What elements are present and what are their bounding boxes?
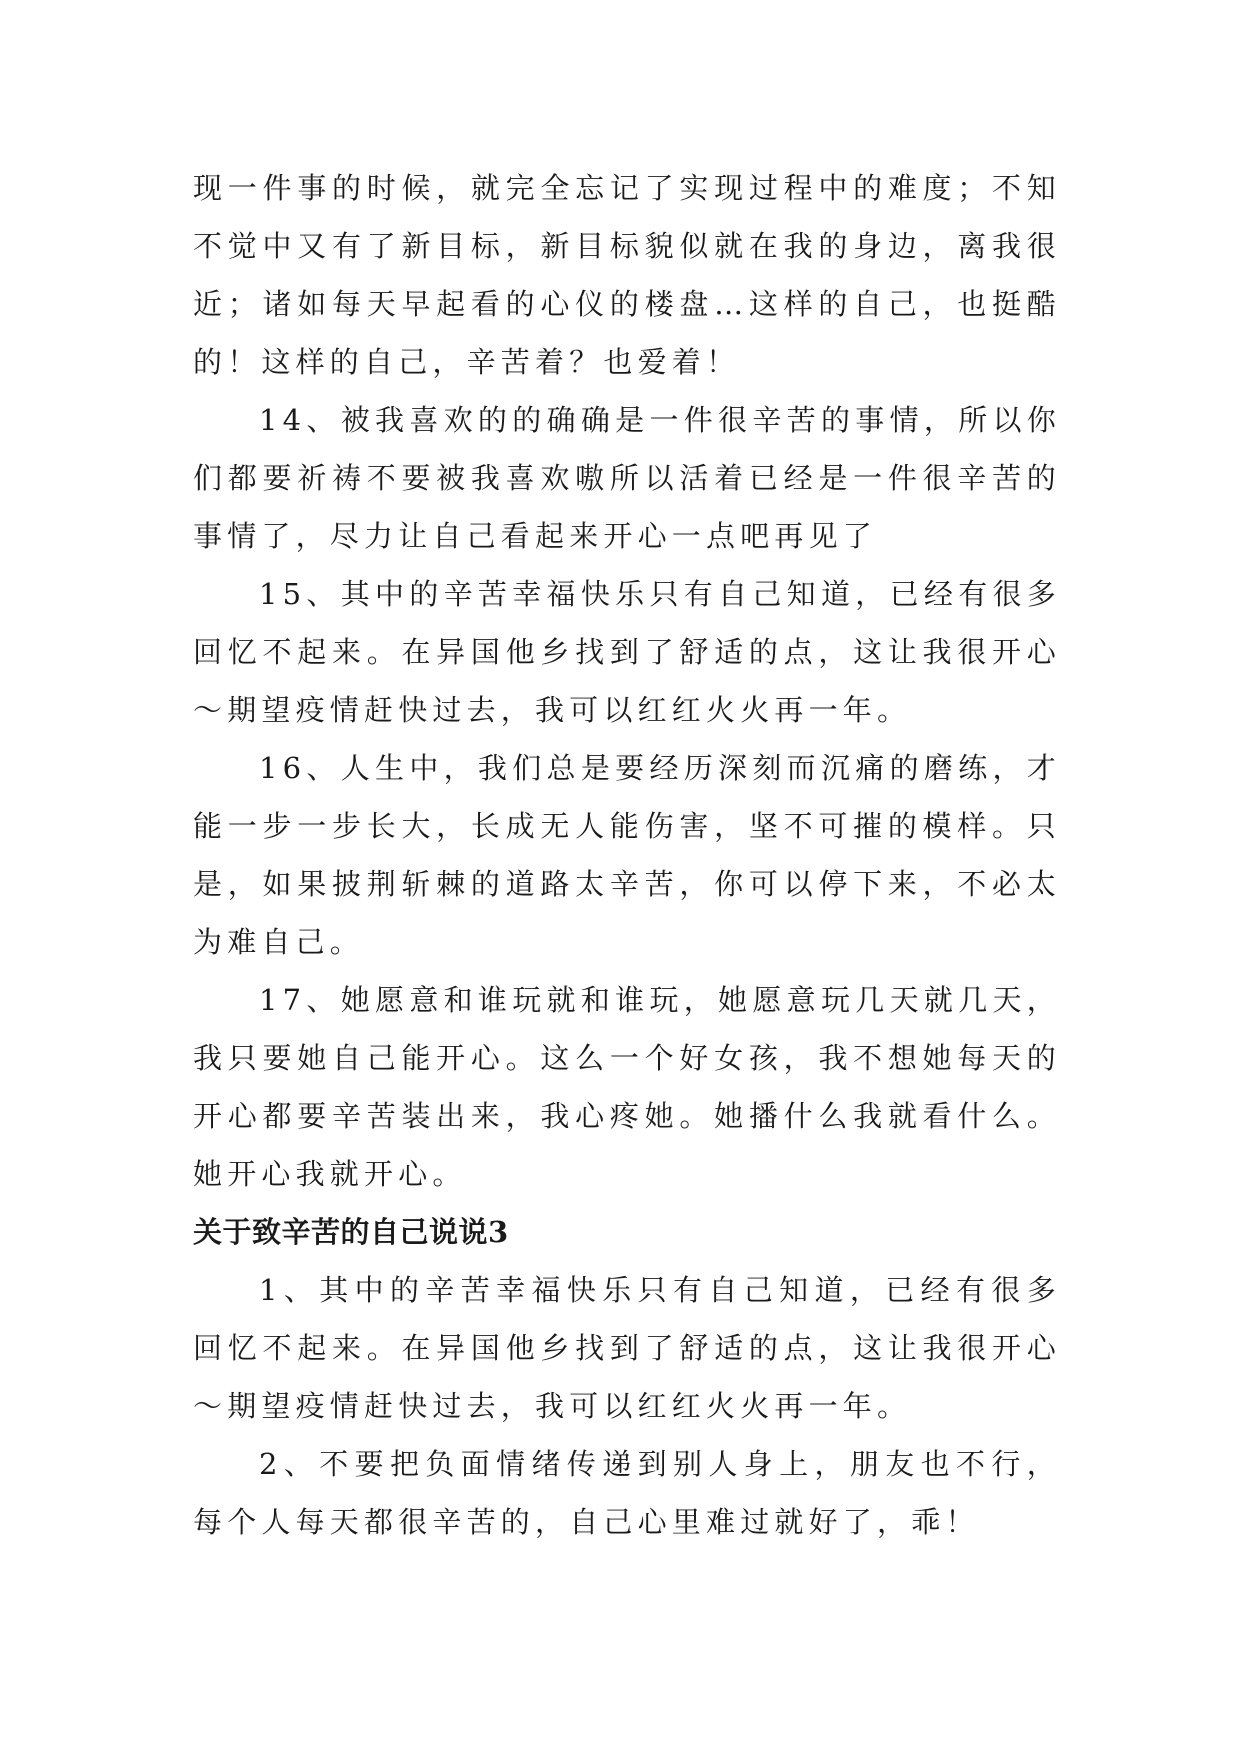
paragraph-15: 15、其中的辛苦幸福快乐只有自己知道，已经有很多回忆不起来。在异国他乡找到了舒适的点，这让我很开心～期望疫情赶快过去，我可以红红火火再一年。	[193, 577, 1061, 727]
section-paragraph-1: 1、其中的辛苦幸福快乐只有自己知道，已经有很多回忆不起来。在异国他乡找到了舒适的点，这让我很开心～期望疫情赶快过去，我可以红红火火再一年。	[193, 1273, 1061, 1423]
paragraph-continued: 现一件事的时候，就完全忘记了实现过程中的难度；不知不觉中又有了新目标，新目标貌似就在我的身边，离我很近；诸如每天早起看的心仪的楼盘…这样的自己，也挺酷的！这样的自己，辛苦着？也爱着！	[193, 171, 1061, 379]
paragraph-17: 17、她愿意和谁玩就和谁玩，她愿意玩几天就几天，我只要她自己能开心。这么一个好女孩，我不想她每天的开心都要辛苦装出来，我心疼她。她播什么我就看什么。她开心我就开心。	[193, 983, 1061, 1191]
document-body	[193, 159, 1061, 1551]
paragraph-14: 14、被我喜欢的的确确是一件很辛苦的事情，所以你们都要祈祷不要被我喜欢嗷所以活着已经是一件很辛苦的事情了，尽力让自己看起来开心一点吧再见了	[193, 403, 1061, 553]
section-heading: 关于致辛苦的自己说说3	[193, 1215, 509, 1249]
section-paragraph-2: 2、不要把负面情绪传递到别人身上，朋友也不行，每个人每天都很辛苦的，自己心里难过就好了，乖！	[193, 1447, 1061, 1539]
paragraph-16: 16、人生中，我们总是要经历深刻而沉痛的磨练，才能一步一步长大，长成无人能伤害，坚不可摧的模样。只是，如果披荆斩棘的道路太辛苦，你可以停下来，不必太为难自己。	[193, 751, 1061, 959]
